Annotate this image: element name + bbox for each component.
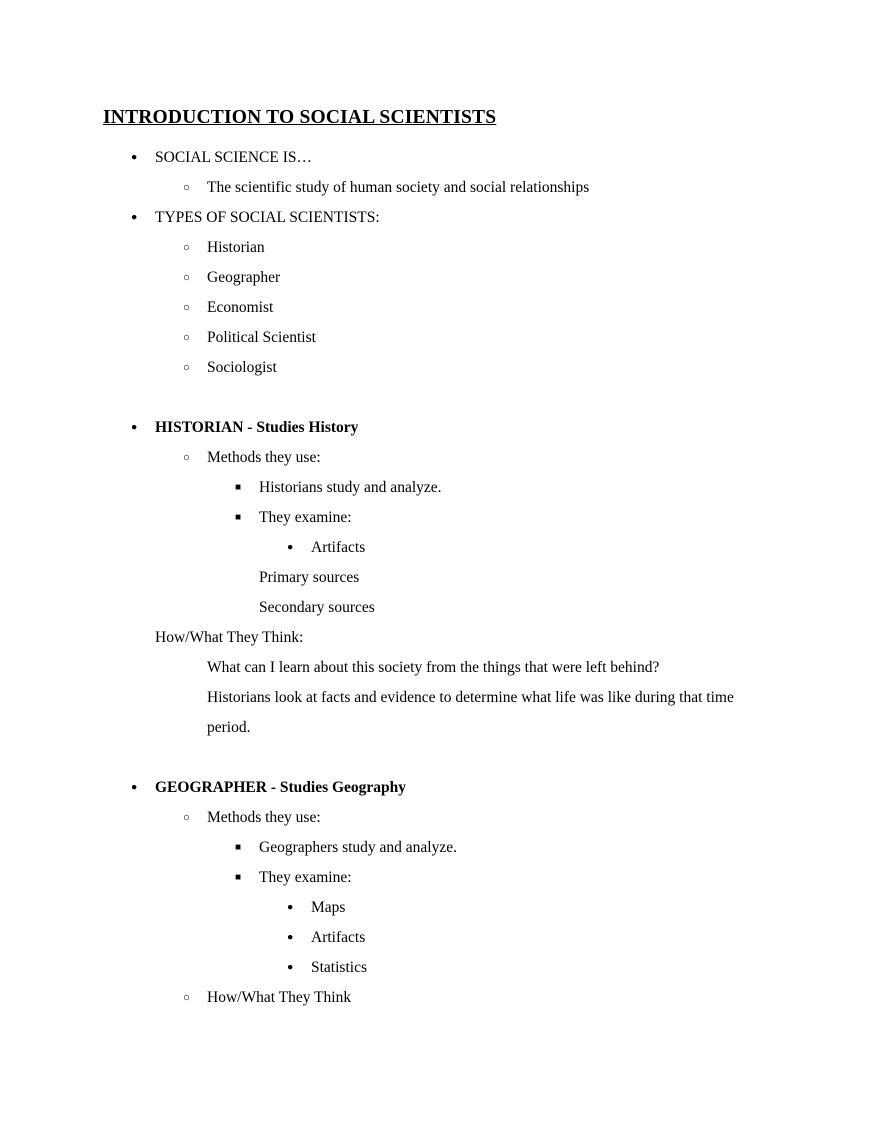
line-text: Sociologist bbox=[207, 359, 277, 376]
line-text: They examine: bbox=[259, 509, 352, 526]
disc-bullet-icon: ● bbox=[131, 422, 138, 433]
outline-line bbox=[0, 293, 880, 323]
outline-line bbox=[0, 593, 880, 623]
line-text: Political Scientist bbox=[207, 329, 316, 346]
outline-line bbox=[0, 653, 880, 683]
outline-line bbox=[0, 143, 880, 173]
outline-line bbox=[0, 443, 880, 473]
outline-line bbox=[0, 923, 880, 953]
outline-line bbox=[0, 983, 880, 1013]
line-text: Historians look at facts and evidence to determine what life was like during that time period. bbox=[207, 689, 734, 736]
outline-line bbox=[0, 533, 880, 563]
outline-line bbox=[0, 833, 880, 863]
outline-line bbox=[0, 503, 880, 533]
square-bullet-icon: ■ bbox=[235, 482, 242, 493]
line-text: Methods they use: bbox=[207, 809, 321, 826]
outline-line bbox=[0, 773, 880, 803]
disc-bullet-icon: ● bbox=[131, 212, 138, 223]
line-text: Historians study and analyze. bbox=[259, 479, 442, 496]
blank-line bbox=[0, 743, 880, 773]
circle-bullet-icon: ○ bbox=[183, 332, 190, 344]
line-text: SOCIAL SCIENCE IS… bbox=[155, 149, 313, 166]
line-text: Artifacts bbox=[311, 539, 366, 556]
square-bullet-icon: ■ bbox=[235, 842, 242, 853]
blank-line bbox=[0, 383, 880, 413]
outline-line bbox=[0, 623, 880, 653]
line-text: Statistics bbox=[311, 959, 367, 976]
outline bbox=[0, 143, 880, 1013]
line-text: Economist bbox=[207, 299, 274, 316]
line-text: They examine: bbox=[259, 869, 352, 886]
circle-bullet-icon: ○ bbox=[183, 452, 190, 464]
disc-bullet-icon: ● bbox=[287, 902, 294, 913]
outline-line bbox=[0, 323, 880, 353]
line-text: Maps bbox=[311, 899, 346, 916]
outline-line bbox=[0, 683, 880, 743]
line-text: HISTORIAN - Studies History bbox=[155, 419, 359, 436]
line-text: The scientific study of human society and social relationships bbox=[207, 179, 590, 196]
line-text: What can I learn about this society from the things that were left behind? bbox=[207, 659, 660, 676]
outline-line bbox=[0, 413, 880, 443]
line-text: TYPES OF SOCIAL SCIENTISTS: bbox=[155, 209, 380, 226]
square-bullet-icon: ■ bbox=[235, 512, 242, 523]
outline-line bbox=[0, 563, 880, 593]
outline-line bbox=[0, 173, 880, 203]
line-text: Historian bbox=[207, 239, 265, 256]
outline-line bbox=[0, 893, 880, 923]
line-text: GEOGRAPHER - Studies Geography bbox=[155, 779, 407, 796]
disc-bullet-icon: ● bbox=[131, 782, 138, 793]
line-text: Geographers study and analyze. bbox=[259, 839, 457, 856]
circle-bullet-icon: ○ bbox=[183, 302, 190, 314]
line-text: How/What They Think: bbox=[155, 629, 304, 646]
circle-bullet-icon: ○ bbox=[183, 362, 190, 374]
disc-bullet-icon: ● bbox=[287, 962, 294, 973]
outline-line bbox=[0, 863, 880, 893]
outline-line bbox=[0, 203, 880, 233]
line-text: Artifacts bbox=[311, 929, 366, 946]
circle-bullet-icon: ○ bbox=[183, 272, 190, 284]
circle-bullet-icon: ○ bbox=[183, 812, 190, 824]
circle-bullet-icon: ○ bbox=[183, 992, 190, 1004]
line-text: Primary sources bbox=[259, 569, 360, 586]
line-text: Geographer bbox=[207, 269, 281, 286]
square-bullet-icon: ■ bbox=[235, 872, 242, 883]
disc-bullet-icon: ● bbox=[131, 152, 138, 163]
outline-line bbox=[0, 263, 880, 293]
circle-bullet-icon: ○ bbox=[183, 182, 190, 194]
outline-line bbox=[0, 953, 880, 983]
line-text: Methods they use: bbox=[207, 449, 321, 466]
circle-bullet-icon: ○ bbox=[183, 242, 190, 254]
outline-line bbox=[0, 803, 880, 833]
disc-bullet-icon: ● bbox=[287, 932, 294, 943]
line-text: How/What They Think bbox=[207, 989, 352, 1006]
document-title: INTRODUCTION TO SOCIAL SCIENTISTS bbox=[103, 107, 497, 128]
disc-bullet-icon: ● bbox=[287, 542, 294, 553]
outline-line bbox=[0, 473, 880, 503]
line-text: Secondary sources bbox=[259, 599, 375, 616]
outline-line bbox=[0, 233, 880, 263]
outline-line bbox=[0, 353, 880, 383]
